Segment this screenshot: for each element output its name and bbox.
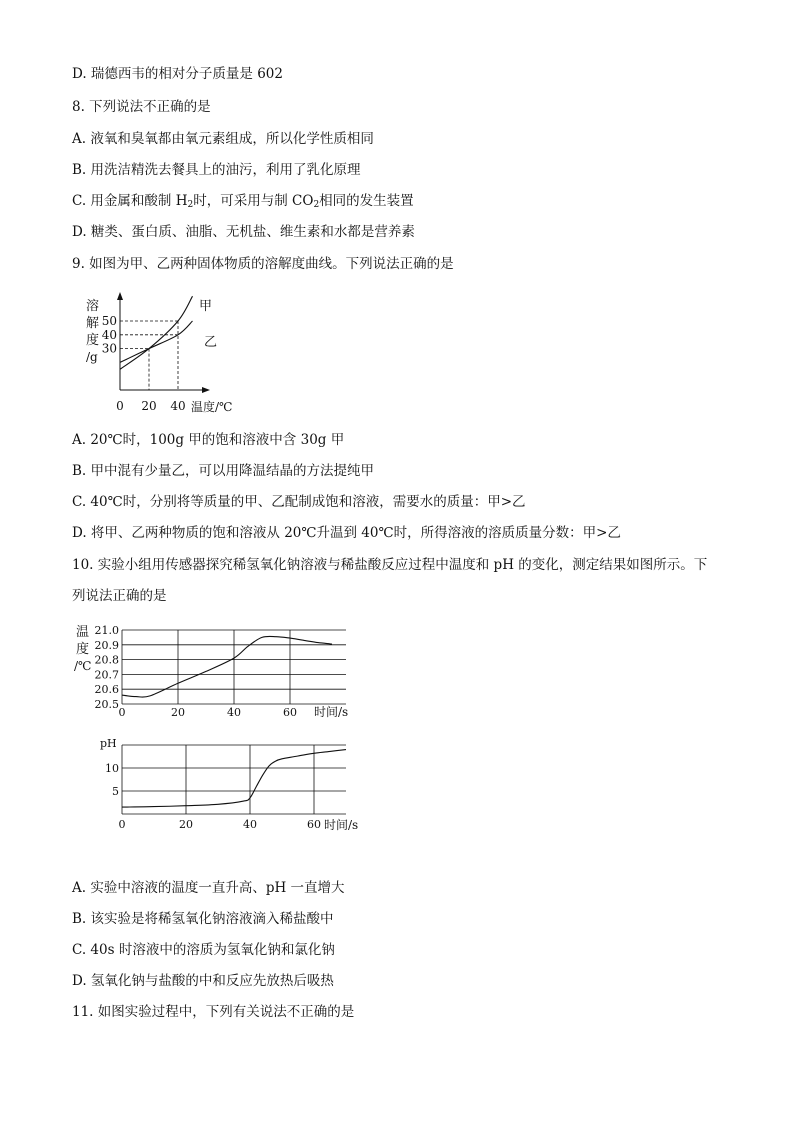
q10-option-d: D. 氢氧化钠与盐酸的中和反应先放热后吸热 xyxy=(72,973,334,989)
q8-option-a: A. 液氧和臭氧都由氧元素组成，所以化学性质相同 xyxy=(72,131,374,147)
temperature-y-label-char: 温 xyxy=(76,625,90,640)
solubility-series-label-jia: 甲 xyxy=(199,299,213,314)
solubility-x-arrow xyxy=(202,387,210,393)
solubility-y-tick-label: 50 xyxy=(101,314,117,328)
ph-x-tick-label: 20 xyxy=(179,818,193,831)
temperature-x-tick-label: 40 xyxy=(227,706,241,719)
ph-y-tick-label: 5 xyxy=(112,785,119,798)
ph-chart xyxy=(70,732,370,837)
q9-stem: 9. 如图为甲、乙两种固体物质的溶解度曲线。下列说法正确的是 xyxy=(72,256,454,272)
q9-option-d: D. 将甲、乙两种物质的饱和溶液从 20℃升温到 40℃时，所得溶液的溶质质量分数：甲>乙 xyxy=(72,525,621,541)
q7-option-d: D. 瑞德西韦的相对分子质量是 602 xyxy=(72,66,283,82)
ph-x-label: 时间/s xyxy=(324,818,359,832)
temperature-y-tick-label: 20.7 xyxy=(94,668,119,682)
solubility-series-yi xyxy=(120,321,193,362)
ph-x-tick-label: 40 xyxy=(243,818,257,831)
solubility-y-label xyxy=(86,298,99,364)
ph-y-tick-label: 10 xyxy=(105,762,119,775)
temperature-chart xyxy=(70,620,370,725)
q8-option-b: B. 用洗洁精洗去餐具上的油污，利用了乳化原理 xyxy=(72,162,361,178)
temperature-x-tick-label: 0 xyxy=(118,706,126,719)
temperature-y-tick-label: 20.6 xyxy=(94,683,119,697)
solubility-y-label-char: 解 xyxy=(86,316,100,331)
q9-option-b: B. 甲中混有少量乙，可以用降温结晶的方法提纯甲 xyxy=(72,463,375,479)
q9-option-a: A. 20℃时，100g 甲的饱和溶液中含 30g 甲 xyxy=(72,432,345,448)
ph-x-tick-label: 0 xyxy=(118,818,126,831)
temperature-x-tick-label: 60 xyxy=(283,706,297,719)
temperature-y-tick-label: 20.9 xyxy=(94,638,119,652)
q10-option-b: B. 该实验是将稀氢氧化钠溶液滴入稀盐酸中 xyxy=(72,911,334,927)
temperature-x-tick-label: 20 xyxy=(171,706,185,719)
q10-stem-line2: 列说法正确的是 xyxy=(72,588,167,604)
temperature-y-tick-label: 21.0 xyxy=(94,624,119,637)
solubility-y-label-char: 溶 xyxy=(86,299,100,314)
q8-option-d: D. 糖类、蛋白质、油脂、无机盐、维生素和水都是营养素 xyxy=(72,224,415,240)
q10-stem-line1: 10. 实验小组用传感器探究稀氢氧化钠溶液与稀盐酸反应过程中温度和 pH 的变化，测定结果如图所示。下 xyxy=(72,557,708,573)
q10-option-c: C. 40s 时溶液中的溶质为氢氧化钠和氯化钠 xyxy=(72,942,335,958)
solubility-x-tick-label: 0 xyxy=(116,399,124,413)
q10-option-a: A. 实验中溶液的温度一直升高、pH 一直增大 xyxy=(72,880,345,896)
temperature-series xyxy=(122,636,332,697)
ph-x-tick-label: 60 xyxy=(307,818,321,831)
solubility-y-arrow xyxy=(117,292,123,300)
solubility-x-tick-label: 20 xyxy=(141,399,157,413)
solubility-x-tick-label: 40 xyxy=(170,399,186,413)
ph-y-label: pH xyxy=(100,737,117,750)
solubility-series-label-yi: 乙 xyxy=(204,335,218,350)
q11-stem: 11. 如图实验过程中，下列有关说法不正确的是 xyxy=(72,1004,355,1020)
q9-option-c: C. 40℃时，分别将等质量的甲、乙配制成饱和溶液，需要水的质量：甲>乙 xyxy=(72,494,526,510)
q8-stem: 8. 下列说法不正确的是 xyxy=(72,99,211,115)
solubility-y-label-char: /g xyxy=(86,350,98,364)
temperature-y-label-char: /℃ xyxy=(74,659,92,673)
solubility-chart xyxy=(80,290,250,420)
temperature-y-tick-label: 20.8 xyxy=(94,653,119,667)
ph-series xyxy=(122,750,346,808)
solubility-y-label-char: 度 xyxy=(86,333,100,348)
solubility-y-tick-label: 30 xyxy=(101,341,117,356)
temperature-y-label-char: 度 xyxy=(76,642,90,657)
temperature-x-label: 时间/s xyxy=(314,705,349,719)
q8-option-c: C. 用金属和酸制 $H_2$时，可采用与制 $CO_2$相同的发生装置 xyxy=(72,193,414,210)
temperature-y-tick-label: 20.5 xyxy=(94,698,119,711)
solubility-y-tick-label: 40 xyxy=(101,327,117,342)
temperature-y-label xyxy=(74,625,91,673)
solubility-x-label: 温度/℃ xyxy=(191,400,233,414)
